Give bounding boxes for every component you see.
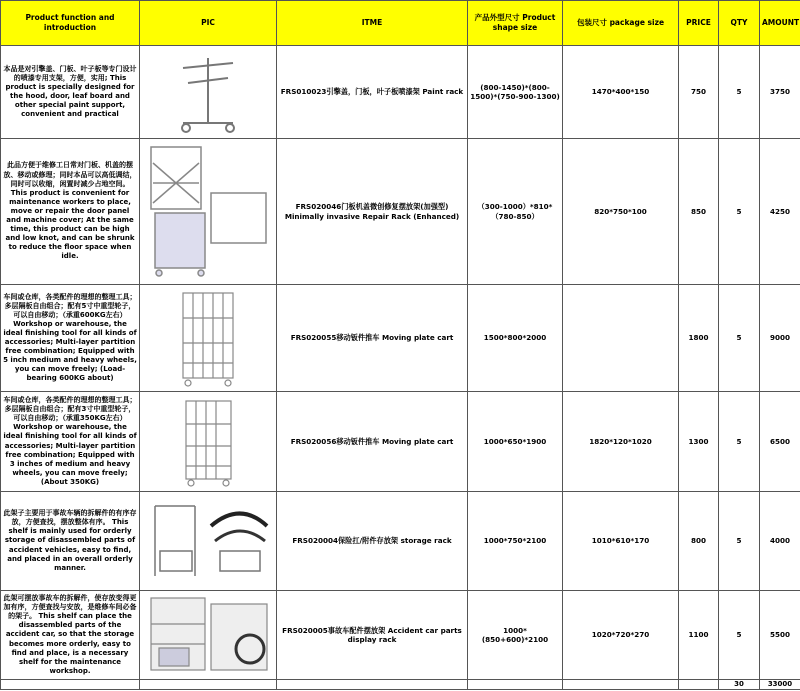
repair-rack-image (145, 143, 271, 281)
shape-size: 1000*750*2100 (468, 492, 563, 591)
amount: 6500 (760, 392, 800, 492)
product-intro: 此架子主要用于事故车辆的拆解件的有序存放，方便查找，摆放整体有序。 This shelf is mainly used for orderly storage of disassembled parts of accident vehicles, easy to find, and placed in an overall orderly manner. (1, 492, 140, 591)
total-amount: 33000 (760, 680, 800, 690)
amount: 9000 (760, 285, 800, 392)
qty: 5 (719, 492, 760, 591)
qty: 5 (719, 46, 760, 139)
product-image (140, 591, 277, 680)
amount: 4250 (760, 139, 800, 285)
shape-size: （300-1000）*810*（780-850） (468, 139, 563, 285)
header-package: 包装尺寸 package size (563, 1, 679, 46)
moving-cart-small-image (181, 396, 236, 488)
product-image (140, 492, 277, 591)
price: 1100 (679, 591, 719, 680)
header-item: ITME (277, 1, 468, 46)
product-row (1, 591, 800, 680)
item-name: FRS020004保险扛/附件存放架 storage rack (277, 492, 468, 591)
qty: 5 (719, 285, 760, 392)
product-intro: 此架可摆放事故车的拆解件，使存放变得更加有序，方便查找与安放，是维修车间必备的架子。 This shelf can place the disassembled parts of the accident car, so that the storage becomes more orderly, easy to find and place, is a necessary shelf for the maintenance workshop. (1, 591, 140, 680)
product-row (1, 139, 800, 285)
qty: 5 (719, 392, 760, 492)
package-size: 1470*400*150 (563, 46, 679, 139)
product-intro: 车间或仓库，各类配件的理想的整理工具；多层隔板自由组合；配有5寸中重型轮子，可以自由移动；（承重600KG左右） Workshop or warehouse, the ideal finishing tool for all kinds of accessories; Multi-layer partition free combination; Equipped with 5 inch medium and heavy wheels, you can move freely; (Load-bearing 600KG about) (1, 285, 140, 392)
price: 750 (679, 46, 719, 139)
storage-rack-image (145, 496, 271, 586)
total-row (1, 680, 800, 690)
header-shape: 产品外型尺寸 Product shape size (468, 1, 563, 46)
header-amount: AMOUNT (760, 1, 800, 46)
package-size: 820*750*100 (563, 139, 679, 285)
header-row (1, 1, 800, 46)
product-row (1, 46, 800, 139)
product-image (140, 285, 277, 392)
package-size: 1020*720*270 (563, 591, 679, 680)
paint-rack-image (168, 48, 248, 136)
price: 850 (679, 139, 719, 285)
amount: 4000 (760, 492, 800, 591)
price: 800 (679, 492, 719, 591)
amount: 5500 (760, 591, 800, 680)
product-intro: 车间或仓库，各类配件的理想的整理工具；多层隔板自由组合；配有3寸中重型轮子，可以自由移动；（承重350KG左右） Workshop or warehouse, the ideal finishing tool for all kinds of accessories; Multi-layer partition free combination; Equipped with 3 inches of medium and heavy wheels, you can move freely; (About 350KG) (1, 392, 140, 492)
package-size: 1010*610*170 (563, 492, 679, 591)
product-row (1, 392, 800, 492)
product-row (1, 285, 800, 392)
package-size: 1820*120*1020 (563, 392, 679, 492)
item-name: FRS020056移动钣件推车 Moving plate cart (277, 392, 468, 492)
header-price: PRICE (679, 1, 719, 46)
price: 1300 (679, 392, 719, 492)
item-name: FRS010023引擎盖，门板，叶子板喷漆架 Paint rack (277, 46, 468, 139)
product-image (140, 392, 277, 492)
item-name: FRS020005事故车配件摆放架 Accident car parts display rack (277, 591, 468, 680)
product-image (140, 139, 277, 285)
product-intro: 本品是对引擎盖、门板、叶子板等专门设计的喷漆专用支架，方便，实用; This product is specially designed for the hood, door, leaf board and other special paint support, convenient and practical (1, 46, 140, 139)
product-row (1, 492, 800, 591)
item-name: FRS020055移动钣件推车 Moving plate cart (277, 285, 468, 392)
package-size (563, 285, 679, 392)
qty: 5 (719, 139, 760, 285)
total-qty: 30 (719, 680, 760, 690)
price: 1800 (679, 285, 719, 392)
shape-size: (800-1450)*(800-1500)*(750-900-1300) (468, 46, 563, 139)
moving-cart-image (178, 288, 238, 388)
header-qty: QTY (719, 1, 760, 46)
product-intro: 此品方便于维修工日常对门板、机盖的摆放、移动或修理；同时本品可以高低调结，同时可以收缩，闲置时减少占地空间。 This product is convenient for maintenance workers to place, move or repair the door panel and machine cover; At the same time, this product can be high and low knot, and can be shrunk to reduce the floor space when idle. (1, 139, 140, 285)
qty: 5 (719, 591, 760, 680)
header-pic: PIC (140, 1, 277, 46)
shape-size: 1500*800*2000 (468, 285, 563, 392)
shape-size: 1000*(850+600)*2100 (468, 591, 563, 680)
product-image (140, 46, 277, 139)
amount: 3750 (760, 46, 800, 139)
shape-size: 1000*650*1900 (468, 392, 563, 492)
header-intro: Product function and introduction (1, 1, 140, 46)
item-name: FRS020046门板机盖微创修复摆放架(加强型) Minimally invasive Repair Rack (Enhanced) (277, 139, 468, 285)
display-rack-image (145, 594, 271, 676)
